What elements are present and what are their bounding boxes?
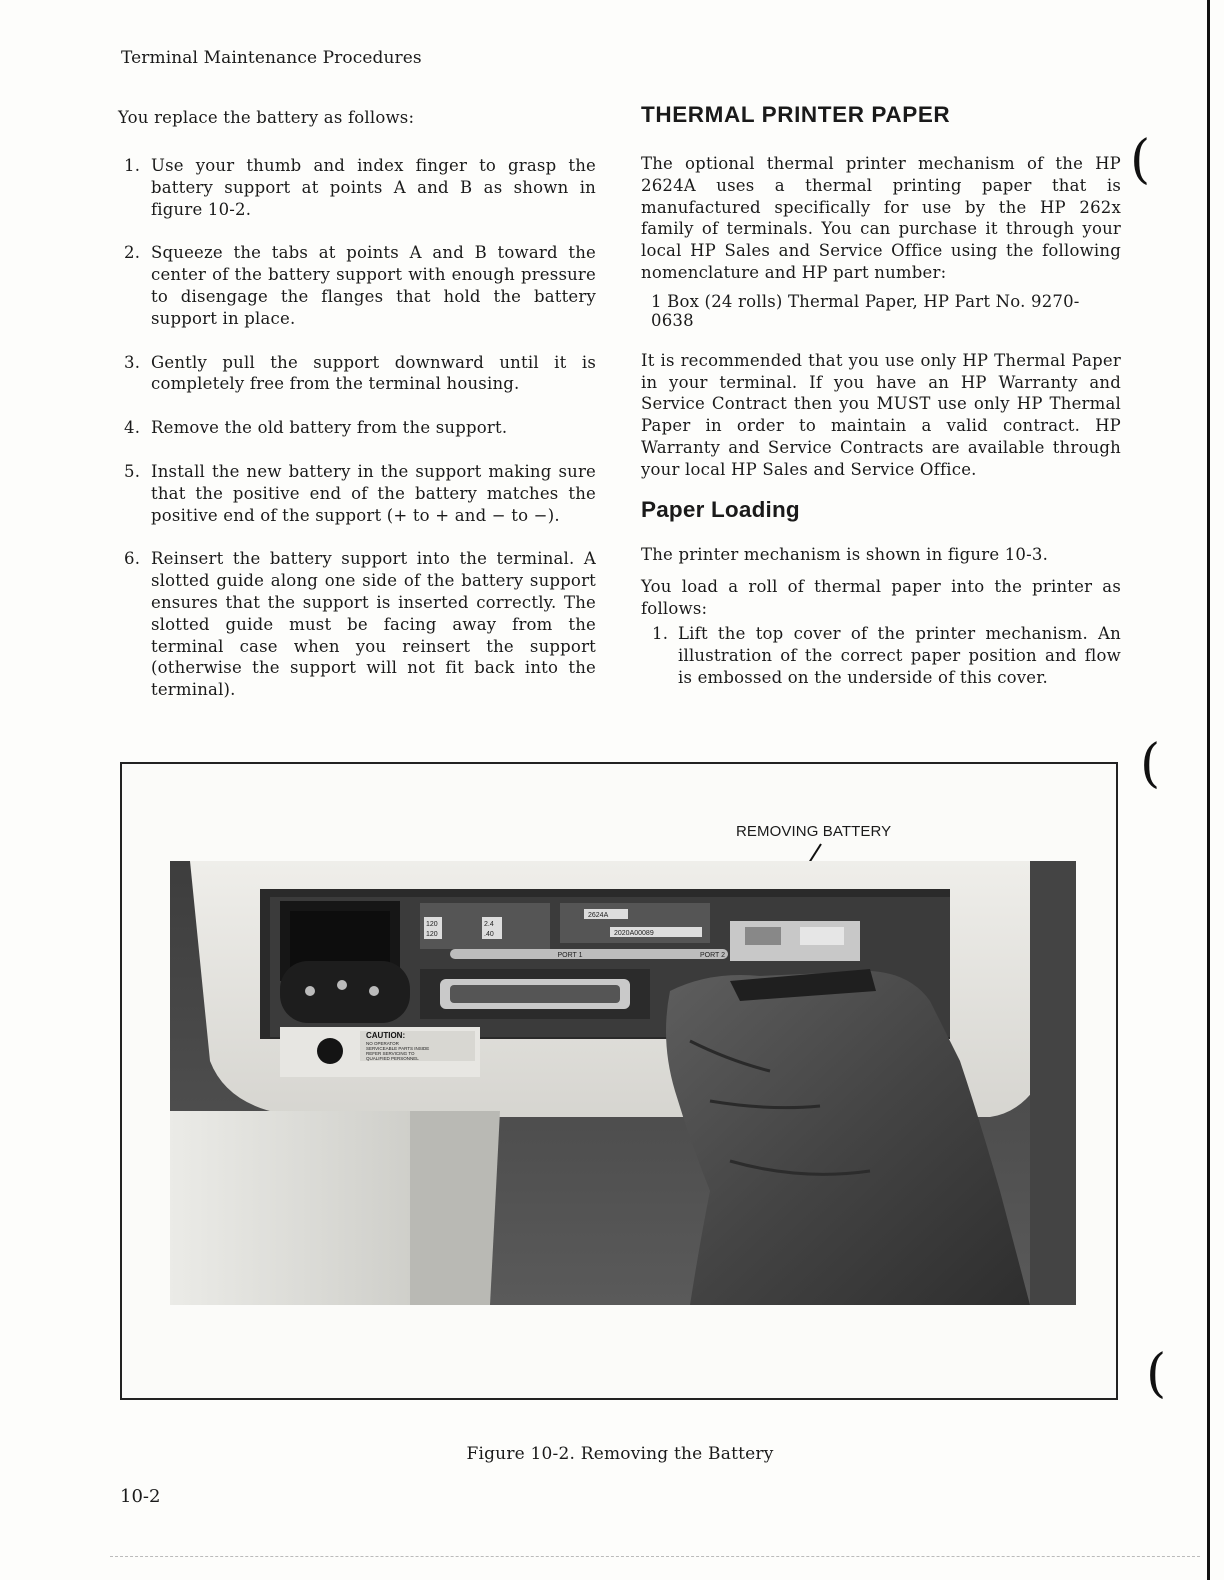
step-text: Remove the old battery from the support. — [151, 418, 508, 438]
step-number: 2. — [124, 243, 141, 263]
step-number: 6. — [124, 549, 141, 569]
step-text: Lift the top cover of the printer mechanism. An illustration of the correct paper position and flow is embossed on the underside of this cover. — [678, 623, 1121, 687]
list-item — [118, 155, 596, 220]
running-header: Terminal Maintenance Procedures — [121, 48, 422, 68]
subsection-title: Paper Loading — [641, 496, 800, 522]
step-text: Use your thumb and index finger to grasp the battery support at points A and B as shown in figure 10-2. — [151, 156, 596, 219]
caution-text: SERVICEABLE PARTS INSIDE — [366, 1046, 430, 1051]
caution-text: NO OPERATOR — [366, 1041, 399, 1046]
margin-bracket: ( — [1130, 130, 1151, 190]
caution-label: CAUTION: — [366, 1031, 406, 1040]
caution-text: REFER SERVICING TO — [366, 1051, 415, 1056]
right-column — [641, 102, 1121, 688]
list-item — [118, 548, 596, 701]
terminal-photo — [170, 861, 1076, 1305]
paragraph: It is recommended that you use only HP Thermal Paper in your terminal. If you have an HP Warranty and Service Contract then you MUST use only HP Thermal Paper in order to maintain a valid contract. HP Warranty and Service Contracts are available through your local HP Sales and Service Office. — [641, 350, 1121, 479]
margin-bracket: ( — [1140, 734, 1161, 794]
step-text: Install the new battery in the support making sure that the positive end of the battery matches the positive end of the support (+ to + and − to −). — [151, 461, 596, 525]
fuse-label: 2.4 — [484, 921, 494, 928]
voltage-label: 120 — [426, 931, 438, 938]
figure-frame — [120, 762, 1118, 1400]
step-number: 4. — [124, 418, 141, 438]
procedure-intro: You replace the battery as follows: — [118, 108, 415, 127]
paragraph: The optional thermal printer mechanism of the HP 2624A uses a thermal printing paper that is manufactured specifically for use by the HP 262x family of terminals. You can purchase it through your local HP Sales and Service Office using the following nomenclature and HP part number: — [641, 154, 1121, 282]
paragraph: You load a roll of thermal paper into the printer as follows: — [641, 577, 1121, 619]
step-text: Gently pull the support downward until it is completely free from the terminal housing. — [151, 352, 596, 394]
model-label: 2624A — [588, 912, 609, 919]
step-number: 3. — [124, 352, 141, 372]
margin-bracket: ( — [1146, 1344, 1167, 1404]
list-item — [118, 242, 596, 329]
terminal-rear-illustration — [170, 861, 1076, 1305]
port2-label: PORT 2 — [700, 952, 726, 959]
section-title: THERMAL PRINTER PAPER — [641, 102, 951, 127]
list-item — [641, 623, 1121, 688]
binding-edge-rule — [1207, 0, 1210, 1580]
list-item — [118, 461, 596, 526]
step-text: Reinsert the battery support into the terminal. A slotted guide along one side of the battery support ensures that the support is inserted correctly. The slotted guide must be facing away from the terminal case when you reinsert the support (otherwise the support will not fit back into the terminal). — [151, 549, 596, 700]
paragraph: The printer mechanism is shown in figure 10-3. — [641, 544, 1049, 564]
battery-steps — [118, 155, 596, 701]
port1-label: PORT 1 — [557, 952, 583, 959]
part-number-line: 1 Box (24 rolls) Thermal Paper, HP Part No. 9270-0638 — [651, 291, 1080, 330]
voltage-label: 120 — [426, 921, 438, 928]
serial-label: 2020A00089 — [614, 930, 654, 937]
step-text: Squeeze the tabs at points A and B toward the center of the battery support with enough pressure to disengage the flanges that hold the battery support in place. — [151, 243, 596, 328]
left-column — [118, 108, 596, 723]
callout-label: REMOVING BATTERY — [736, 823, 892, 840]
page-number: 10-2 — [120, 1486, 161, 1507]
step-number: 1. — [124, 156, 141, 175]
figure-caption: Figure 10-2. Removing the Battery — [466, 1444, 774, 1464]
step-number: 5. — [124, 461, 141, 481]
list-item — [118, 417, 596, 439]
step-number: 1. — [652, 623, 669, 643]
caution-text: QUALIFIED PERSONNEL — [366, 1056, 419, 1061]
fuse-label: .40 — [484, 931, 494, 938]
list-item — [118, 352, 596, 396]
bottom-scan-line — [110, 1556, 1200, 1557]
